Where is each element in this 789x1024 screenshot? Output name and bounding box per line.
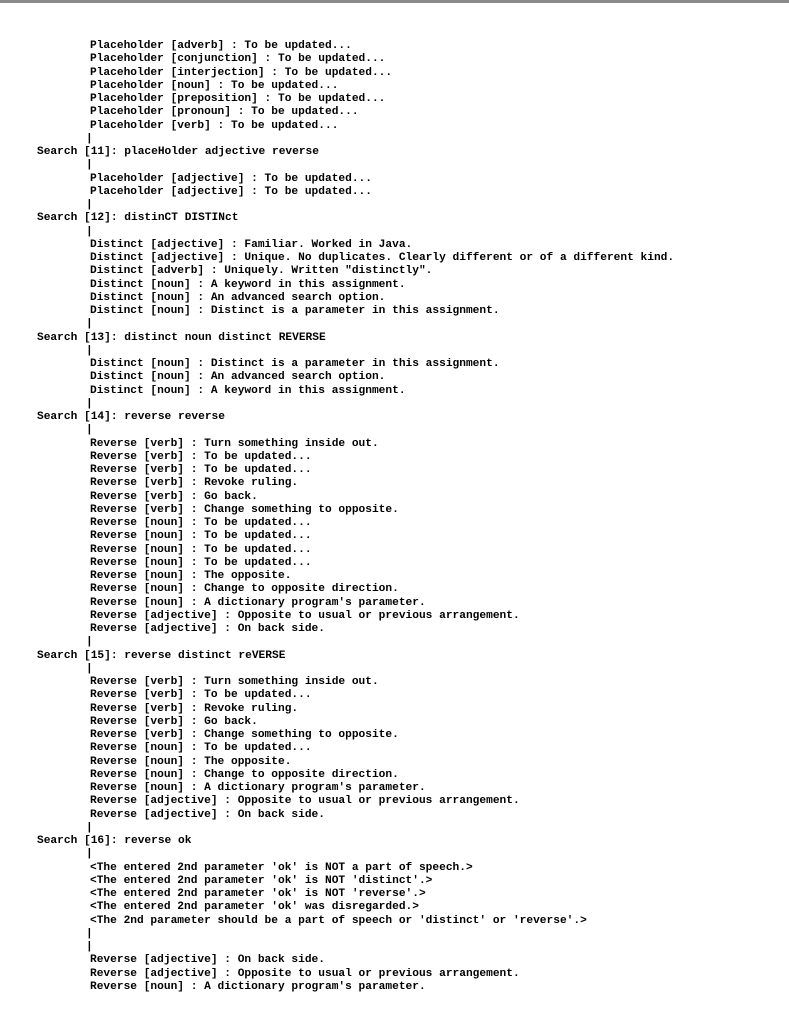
- result-line: Reverse [verb] : Revoke ruling.: [90, 477, 299, 490]
- result-line: Reverse [verb] : Turn something inside out.: [90, 437, 379, 450]
- result-line: Reverse [noun] : Change to opposite direction.: [90, 583, 399, 596]
- separator-bar: |: [86, 927, 93, 940]
- result-line: Reverse [verb] : Turn something inside out.: [90, 676, 379, 688]
- separator-bar: |: [86, 225, 93, 238]
- result-line: Reverse [verb] : To be updated...: [90, 689, 312, 702]
- result-line: Distinct [adjective] : Unique. No duplicates. Clearly different or of a different kind.: [90, 252, 675, 264]
- separator-bar: |: [86, 636, 93, 649]
- result-line: Reverse [adjective] : Opposite to usual or previous arrangement.: [90, 609, 520, 622]
- result-line: Reverse [verb] : Revoke ruling.: [90, 702, 299, 715]
- separator-bar: |: [86, 318, 93, 331]
- result-line: Reverse [noun] : To be updated...: [90, 517, 312, 529]
- result-line: Placeholder [verb] : To be updated...: [90, 119, 339, 132]
- result-line: Placeholder [preposition] : To be updated...: [90, 93, 386, 105]
- separator-bar: |: [86, 941, 93, 953]
- result-line: Reverse [adjective] : On back side.: [90, 808, 325, 821]
- separator-bar: |: [86, 159, 93, 172]
- result-line: Reverse [noun] : To be updated...: [90, 556, 312, 569]
- search-command-line: Search [11]: placeHolder adjective reverse: [37, 146, 319, 158]
- result-line: Reverse [noun] : Change to opposite direction.: [90, 768, 399, 781]
- result-line: Distinct [noun] : Distinct is a parameter in this assignment.: [90, 305, 500, 317]
- search-command-line: Search [14]: reverse reverse: [37, 411, 225, 423]
- result-line: Distinct [adverb] : Uniquely. Written "distinctly".: [90, 265, 433, 278]
- result-line: Distinct [noun] : An advanced search option.: [90, 291, 386, 304]
- result-line: Reverse [noun] : To be updated...: [90, 530, 312, 543]
- result-line: Reverse [adjective] : Opposite to usual or previous arrangement.: [90, 967, 520, 980]
- result-line: Reverse [verb] : To be updated...: [90, 464, 312, 476]
- result-line: Placeholder [interjection] : To be updated...: [90, 66, 393, 79]
- result-line: Reverse [adjective] : Opposite to usual or previous arrangement.: [90, 795, 520, 808]
- result-line: <The entered 2nd parameter 'ok' is NOT 'distinct'.>: [90, 874, 433, 887]
- result-line: Reverse [noun] : The opposite.: [90, 570, 292, 582]
- result-line: Distinct [adjective] : Familiar. Worked in Java.: [90, 238, 413, 251]
- result-line: Reverse [noun] : To be updated...: [90, 543, 312, 556]
- result-line: Reverse [verb] : Change something to opposite.: [90, 729, 399, 741]
- separator-bar: |: [86, 132, 93, 145]
- result-line: Reverse [noun] : The opposite.: [90, 755, 292, 768]
- separator-bar: |: [86, 662, 93, 675]
- console-output: [0, 40, 789, 994]
- result-line: Reverse [noun] : A dictionary program's parameter.: [90, 782, 426, 794]
- result-line: Reverse [noun] : To be updated...: [90, 742, 312, 755]
- result-line: Placeholder [adverb] : To be updated...: [90, 40, 352, 52]
- result-line: <The entered 2nd parameter 'ok' was disregarded.>: [90, 901, 419, 914]
- result-line: Reverse [adjective] : On back side.: [90, 954, 325, 967]
- search-command-line: Search [13]: distinct noun distinct REVERSE: [37, 331, 326, 344]
- result-line: <The entered 2nd parameter 'ok' is NOT 'reverse'.>: [90, 888, 426, 900]
- separator-bar: |: [86, 397, 93, 410]
- result-line: Placeholder [noun] : To be updated...: [90, 79, 339, 92]
- result-line: Placeholder [adjective] : To be updated...: [90, 172, 372, 185]
- window-top-border: [0, 0, 789, 3]
- result-line: Reverse [noun] : A dictionary program's parameter.: [90, 980, 426, 993]
- result-line: Distinct [noun] : A keyword in this assignment.: [90, 384, 406, 397]
- separator-bar: |: [86, 344, 93, 357]
- separator-bar: |: [86, 848, 93, 861]
- separator-bar: |: [86, 424, 93, 437]
- result-line: Reverse [noun] : A dictionary program's parameter.: [90, 596, 426, 609]
- search-command-line: Search [16]: reverse ok: [37, 835, 192, 847]
- result-line: <The entered 2nd parameter 'ok' is NOT a part of speech.>: [90, 861, 473, 874]
- result-line: Distinct [noun] : An advanced search option.: [90, 371, 386, 384]
- search-command-line: Search [12]: distinCT DISTINct: [37, 212, 239, 225]
- result-line: <The 2nd parameter should be a part of speech or 'distinct' or 'reverse'.>: [90, 914, 587, 927]
- result-line: Distinct [noun] : A keyword in this assignment.: [90, 278, 406, 291]
- result-line: Placeholder [adjective] : To be updated...: [90, 185, 372, 198]
- result-line: Reverse [verb] : Change something to opposite.: [90, 503, 399, 516]
- result-line: Reverse [verb] : Go back.: [90, 715, 258, 728]
- result-line: Placeholder [conjunction] : To be updated...: [90, 53, 386, 66]
- separator-bar: |: [86, 821, 93, 834]
- separator-bar: |: [86, 199, 93, 211]
- result-line: Distinct [noun] : Distinct is a parameter in this assignment.: [90, 358, 500, 370]
- result-line: Reverse [verb] : To be updated...: [90, 450, 312, 463]
- search-command-line: Search [15]: reverse distinct reVERSE: [37, 649, 286, 662]
- result-line: Reverse [verb] : Go back.: [90, 490, 258, 503]
- result-line: Reverse [adjective] : On back side.: [90, 623, 325, 635]
- result-line: Placeholder [pronoun] : To be updated...: [90, 106, 359, 119]
